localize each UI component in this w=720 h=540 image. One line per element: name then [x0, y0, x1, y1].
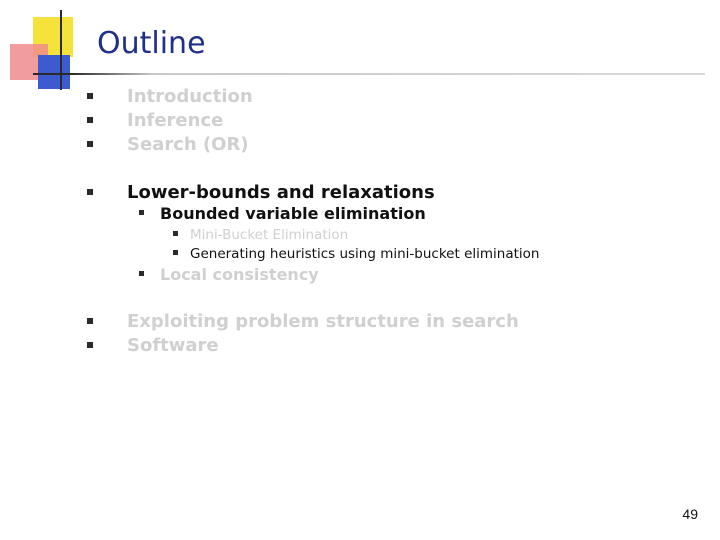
- outline-item-search: [127, 133, 249, 157]
- outline-item-label: Software: [127, 335, 219, 356]
- decor-blue-square: [38, 55, 70, 89]
- outline-item-software: [127, 334, 219, 358]
- square-bullet-icon: [87, 342, 93, 348]
- outline-item-label: Generating heuristics using mini-bucket elimination: [190, 246, 540, 262]
- outline-subsubitem-generating-heuristics: [190, 245, 539, 263]
- outline-item-label: Search (OR): [127, 134, 249, 155]
- outline-item-label: Inference: [127, 110, 224, 131]
- square-bullet-icon: [173, 231, 178, 236]
- square-bullet-icon: [173, 250, 178, 255]
- square-bullet-icon: [87, 141, 93, 147]
- square-bullet-icon: [87, 117, 93, 123]
- outline-subitem-bounded-variable-elimination: [160, 204, 426, 224]
- outline-item-label: Bounded variable elimination: [160, 204, 426, 223]
- outline-item-lower-bounds: [127, 181, 435, 205]
- page-number: 49: [682, 506, 698, 522]
- outline-subitem-local-consistency: [160, 265, 319, 285]
- outline-subsubitem-mini-bucket: [190, 226, 348, 244]
- square-bullet-icon: [87, 93, 93, 99]
- slide-title: Outline: [97, 26, 206, 61]
- square-bullet-icon: [139, 210, 144, 215]
- outline-item-label: Mini-Bucket Elimination: [190, 227, 349, 243]
- outline-item-label: Exploiting problem structure in search: [127, 311, 519, 332]
- outline-item-label: Introduction: [127, 86, 253, 107]
- decor-vertical-line: [60, 10, 62, 90]
- outline-item-exploiting-structure: [127, 310, 519, 334]
- outline-item-label: Local consistency: [160, 265, 319, 284]
- square-bullet-icon: [87, 318, 93, 324]
- title-underline: [33, 73, 705, 75]
- outline-item-label: Lower-bounds and relaxations: [127, 182, 435, 203]
- square-bullet-icon: [139, 271, 144, 276]
- square-bullet-icon: [87, 189, 93, 195]
- outline-item-introduction: [127, 85, 253, 109]
- outline-item-inference: [127, 109, 223, 133]
